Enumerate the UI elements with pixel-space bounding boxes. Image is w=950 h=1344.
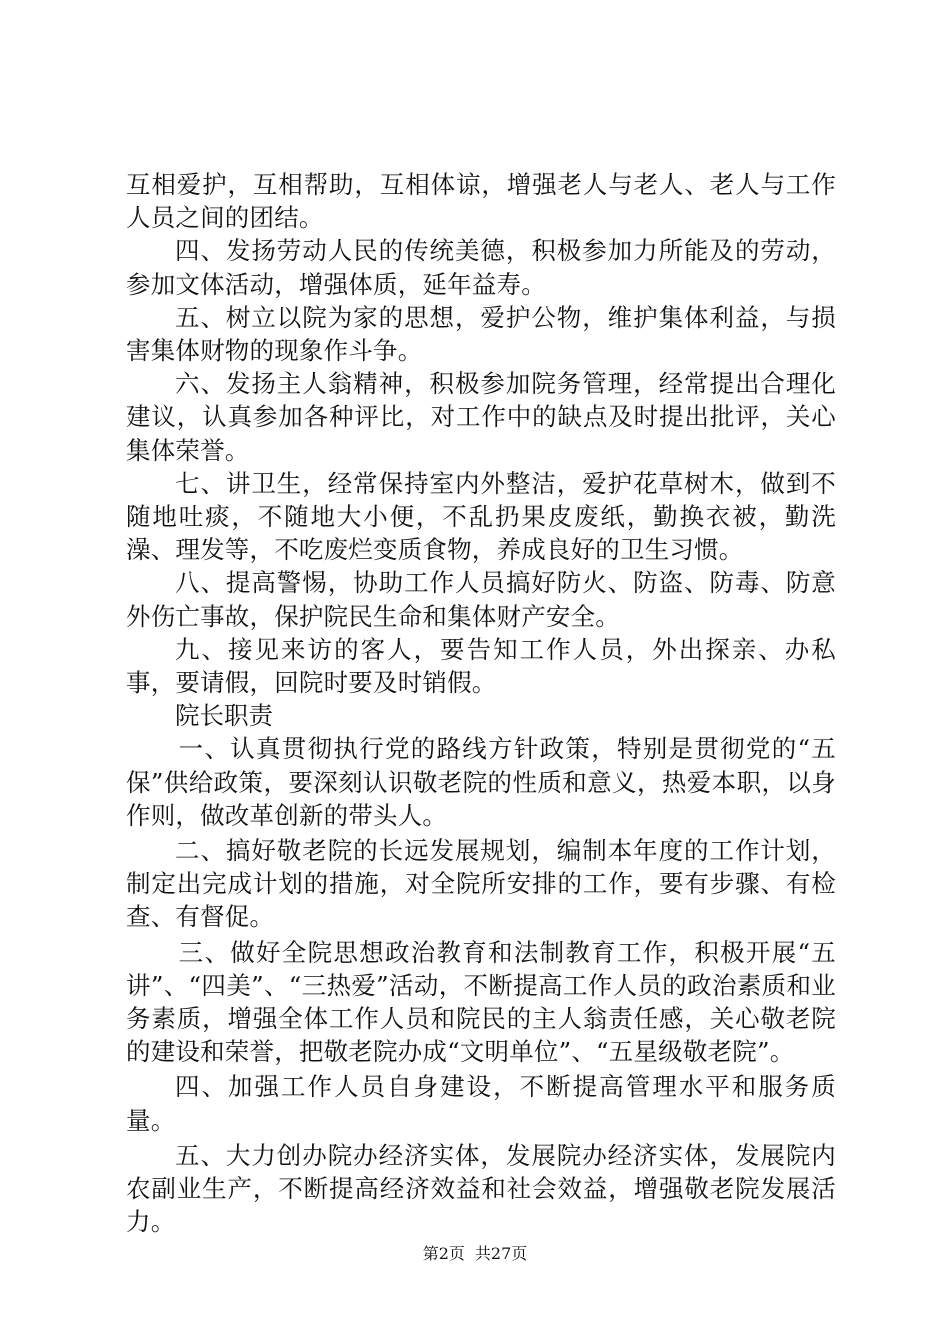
paragraph-continued: 互相爱护，互相帮助，互相体谅，增强老人与老人、老人与工作人员之间的团结。 — [126, 170, 836, 233]
page-number: 第2页 — [422, 1244, 465, 1263]
duty-paragraph-1: 一、认真贯彻执行党的路线方针政策，特别是贯彻党的“五保”供给政策，要深刻认识敬老院的性质和意义，热爱本职，以身作则，做改革创新的带头人。 — [126, 734, 836, 830]
duty-paragraph-4: 四、加强工作人员自身建设，不断提高管理水平和服务质量。 — [126, 1072, 836, 1135]
document-body — [126, 168, 836, 1239]
duty-paragraph-5: 五、大力创办院办经济实体，发展院办经济实体，发展院内农副业生产，不断提高经济效益和社会效益，增强敬老院发展活力。 — [126, 1140, 836, 1237]
duty-paragraph-3: 三、做好全院思想政治教育和法制教育工作，积极开展“五讲”、“四美”、“三热爱”活动，不断提高工作人员的政治素质和业务素质，增强全体工作人员和院民的主人翁责任感，关心敬老院的建设和荣誉，把敬老院办成“文明单位”、“五星级敬老院”。 — [126, 937, 836, 1067]
rule-paragraph-9: 九、接见来访的客人，要告知工作人员，外出探亲、办私事，要请假，回院时要及时销假。 — [126, 634, 836, 698]
section-title: 院长职责 — [175, 701, 273, 731]
rule-paragraph-7: 七、讲卫生，经常保持室内外整洁，爱护花草树木，做到不随地吐痰，不随地大小便，不乱扔果皮废纸，勤换衣被，勤洗澡、理发等，不吃废烂变质食物，养成良好的卫生习惯。 — [126, 468, 836, 565]
rule-paragraph-4: 四、发扬劳动人民的传统美德，积极参加力所能及的劳动，参加文体活动，增强体质，延年益寿。 — [126, 236, 836, 299]
rule-paragraph-8: 八、提高警惕，协助工作人员搞好防火、防盗、防毒、防意外伤亡事故，保护院民生命和集体财产安全。 — [126, 568, 836, 631]
page-footer — [0, 1244, 950, 1264]
page-total: 共27页 — [474, 1244, 528, 1263]
rule-paragraph-5: 五、树立以院为家的思想，爱护公物，维护集体利益，与损害集体财物的现象作斗争。 — [126, 302, 836, 366]
duty-paragraph-2: 二、搞好敬老院的长远发展规划，编制本年度的工作计划，制定出完成计划的措施，对全院所安排的工作，要有步骤、有检查、有督促。 — [126, 836, 836, 932]
rule-paragraph-6: 六、发扬主人翁精神，积极参加院务管理，经常提出合理化建议，认真参加各种评比，对工作中的缺点及时提出批评，关心集体荣誉。 — [126, 369, 836, 465]
